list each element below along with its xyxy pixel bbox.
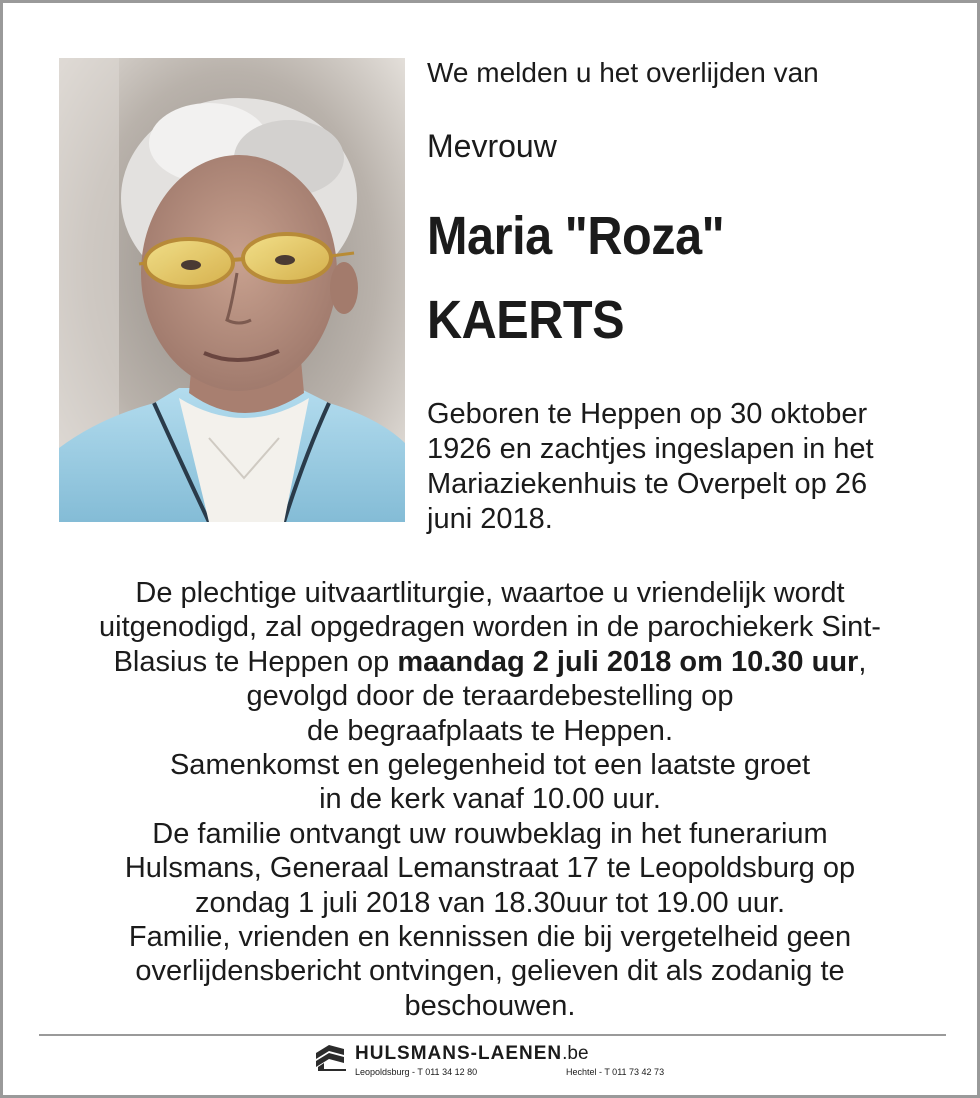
announcement-line: gevolgd door de teraardebestelling op	[246, 680, 734, 713]
bio-line: 1926 en zachtjes ingeslapen in het	[427, 433, 874, 465]
brand-name: HULSMANS-LAENEN	[355, 1043, 563, 1064]
intro-text: We melden u het overlijden van	[427, 57, 819, 88]
bio-line: juni 2018.	[427, 503, 553, 535]
deceased-surname: KAERTS	[427, 290, 625, 350]
service-date-prefix: Blasius te Heppen op	[113, 645, 398, 678]
honorific-title: Mevrouw	[427, 128, 557, 164]
funeral-home-logo-icon	[314, 1043, 348, 1073]
address-hechtel: Hechtel - T 011 73 42 73	[566, 1067, 665, 1077]
portrait-photo	[59, 58, 405, 522]
birth-death-details	[427, 397, 927, 537]
announcement-line: Samenkomst en gelegenheid tot een laatste groet	[169, 749, 811, 782]
announcement-line: de begraafplaats te Heppen.	[307, 714, 673, 747]
announcement-line: in de kerk vanaf 10.00 uur.	[319, 783, 661, 816]
funeral-home-brand	[355, 1043, 589, 1065]
announcement-line: De familie ontvangt uw rouwbeklag in het funerarium	[152, 817, 828, 850]
announcement-line: overlijdensbericht ontvingen, gelieven dit als zodanig te	[135, 955, 845, 988]
footer-divider	[39, 1034, 946, 1036]
announcement-line: De plechtige uitvaartliturgie, waartoe u vriendelijk wordt	[135, 577, 845, 609]
announcement-line: zondag 1 juli 2018 van 18.30uur tot 19.00 uur.	[194, 886, 786, 919]
announcement-line-service-date	[3, 645, 977, 679]
deceased-first-name: Maria "Roza"	[427, 206, 725, 266]
announcement-line: Familie, vrienden en kennissen die bij vergetelheid geen	[128, 921, 852, 954]
bio-line: Geboren te Heppen op 30 oktober	[427, 398, 868, 430]
funeral-announcement	[3, 576, 977, 1023]
brand-domain: .be	[562, 1043, 589, 1064]
service-date-time: maandag 2 juli 2018 om 10.30 uur	[397, 645, 859, 678]
address-leopoldsburg: Leopoldsburg - T 011 34 12 80	[355, 1067, 478, 1077]
announcement-line: uitgenodigd, zal opgedragen worden in de parochiekerk Sint-	[99, 611, 881, 644]
announcement-line: Hulsmans, Generaal Lemanstraat 17 te Leopoldsburg op	[124, 852, 856, 885]
bio-line: Mariaziekenhuis te Overpelt op 26	[427, 468, 868, 500]
announcement-line: beschouwen.	[404, 989, 576, 1022]
service-date-suffix: ,	[858, 645, 867, 678]
